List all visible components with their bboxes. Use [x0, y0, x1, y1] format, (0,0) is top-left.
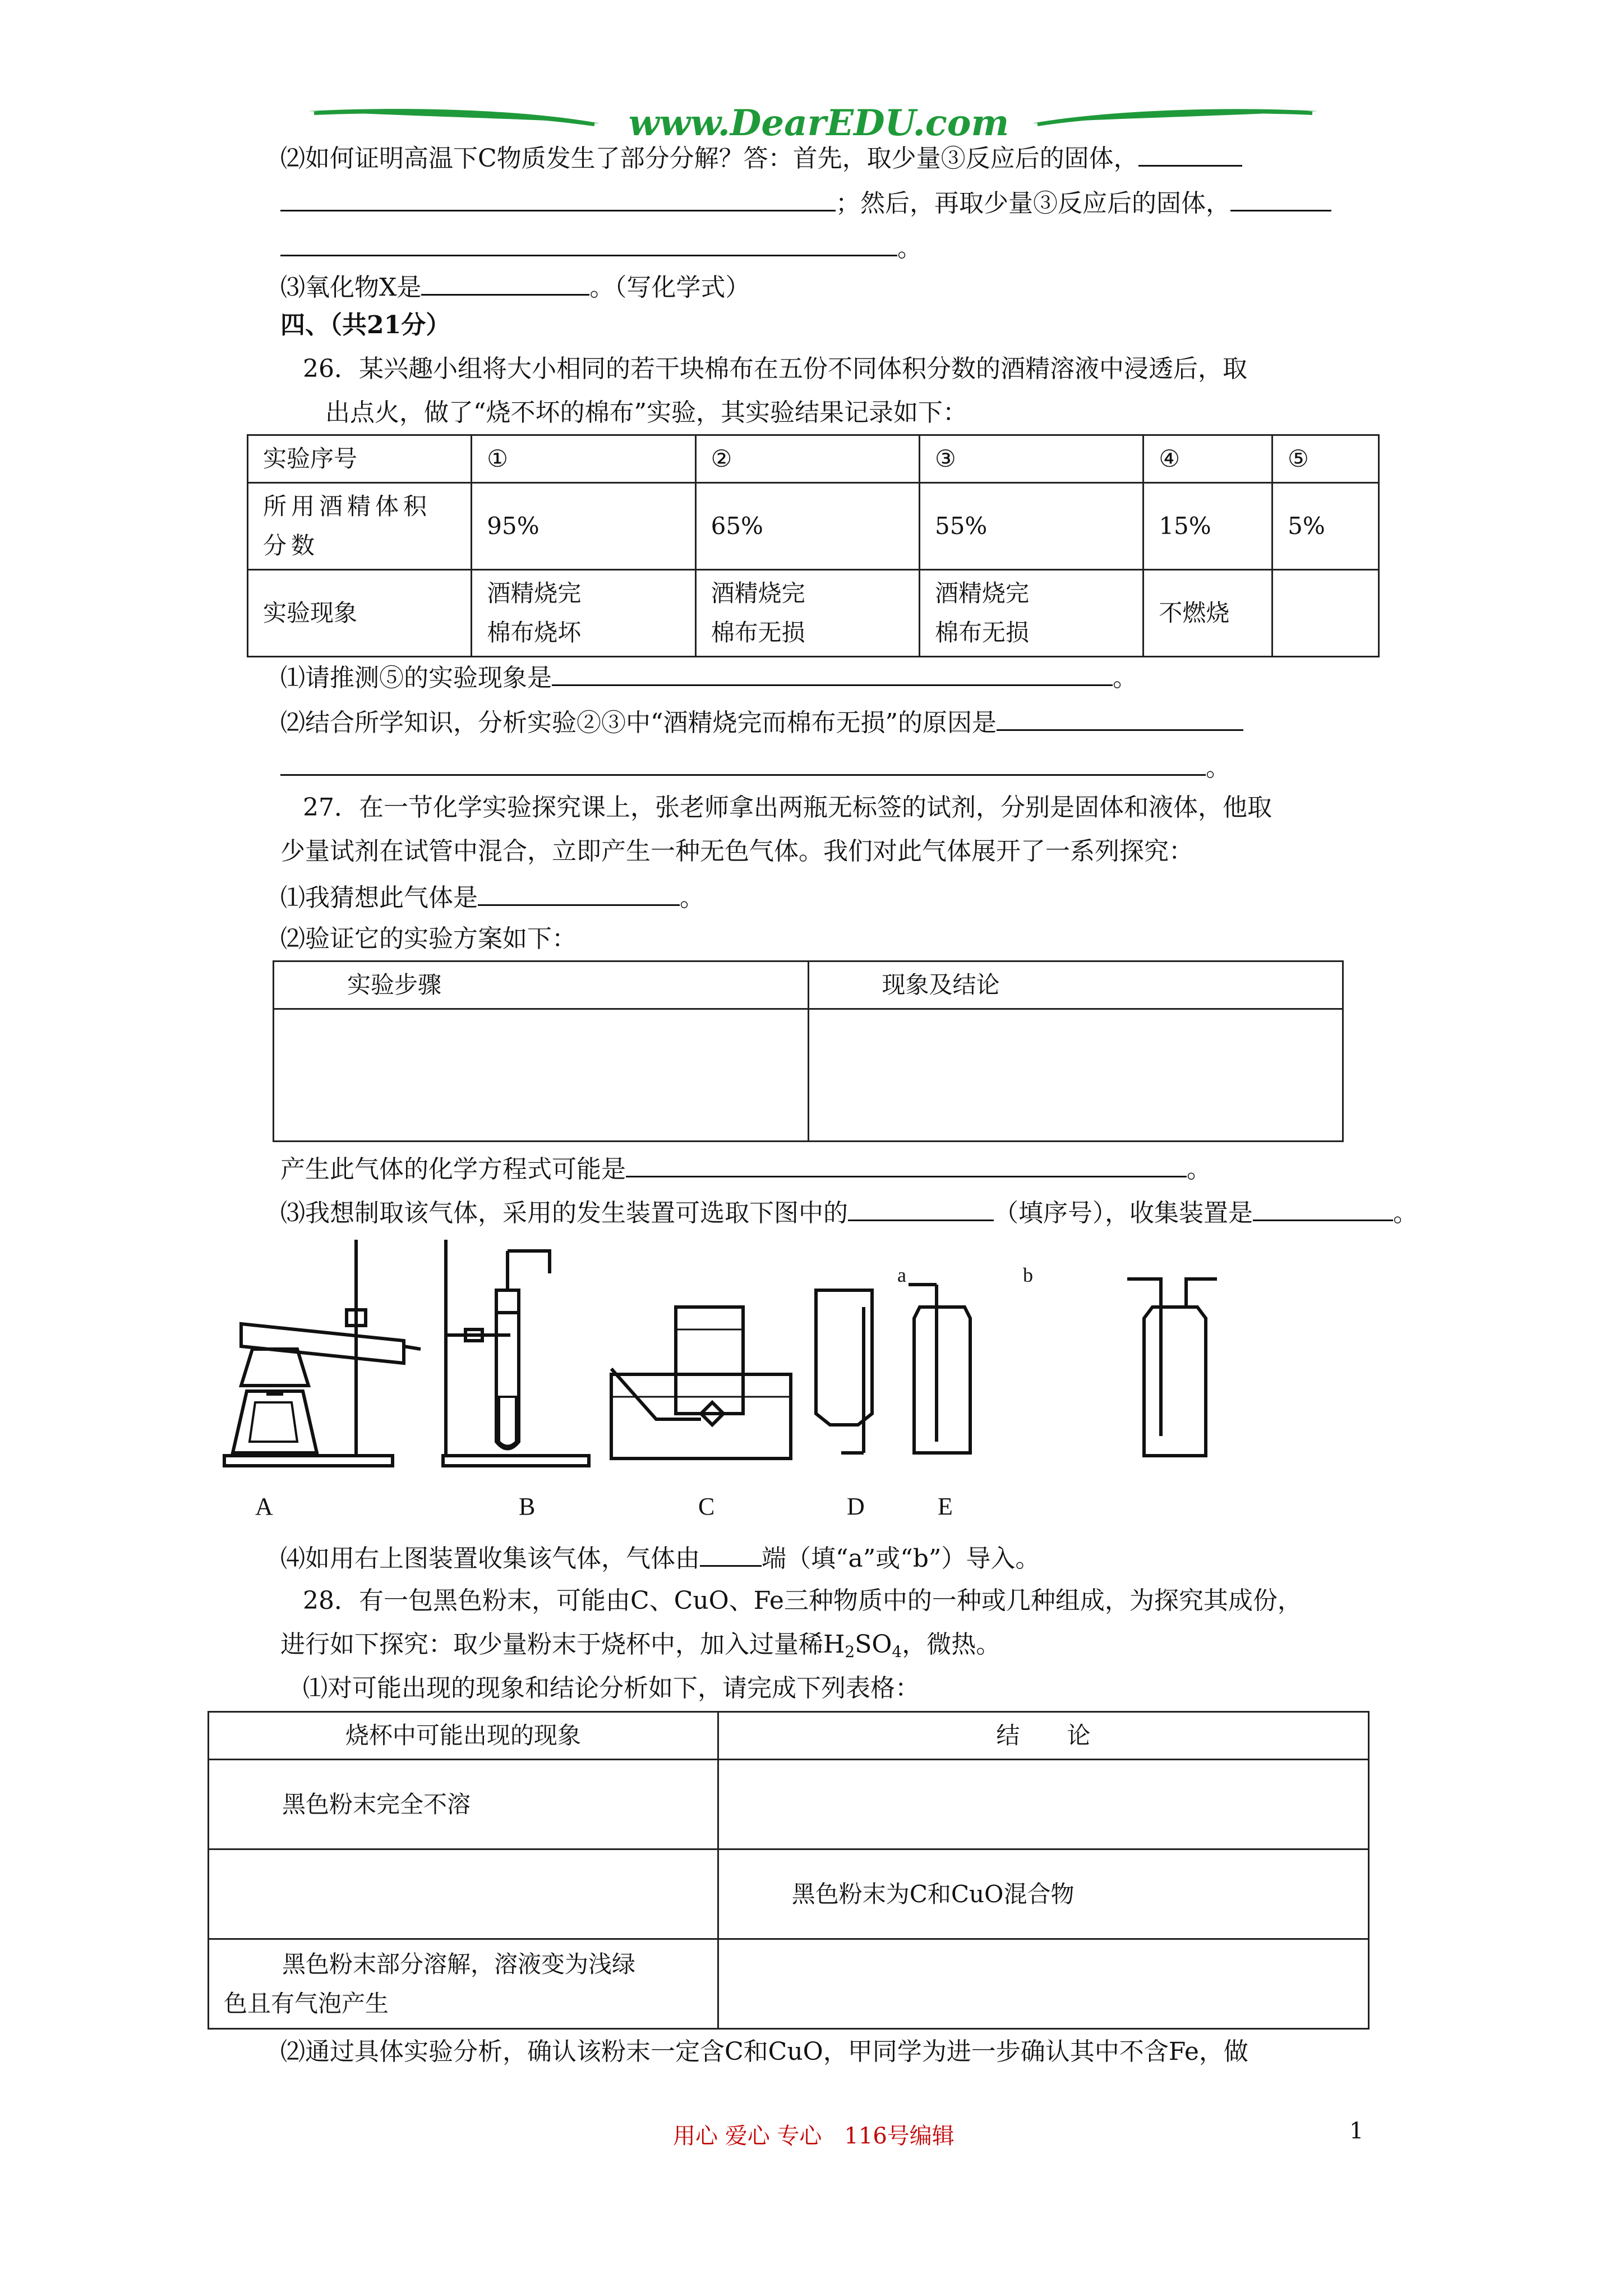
logo-text: www.DearEDU.com: [628, 102, 1009, 144]
table-row: [209, 1760, 1369, 1849]
answer-blank[interactable]: [421, 269, 589, 296]
table-row: [209, 1712, 1369, 1760]
figure-label-c: C: [698, 1493, 715, 1520]
figure-label-e: E: [938, 1493, 953, 1520]
q28-stem-2-text-c: ，微热。: [902, 1630, 1001, 1659]
apparatus-e-icon: [909, 1285, 970, 1453]
table-cell: ①: [472, 435, 695, 483]
q25-part2-text-a: ⑵如何证明高温下C物质发生了部分分解？答：首先，取少量③反应后的固体，: [280, 144, 1138, 173]
answer-cell[interactable]: [718, 1760, 1368, 1849]
q27-part4: [280, 1540, 1040, 1575]
q26-part1-text: ⑴请推测⑤的实验现象是: [280, 664, 552, 692]
q26-stem-1: 26．某兴趣小组将大小相同的若干块棉布在五份不同体积分数的酒精溶液中浸透后，取: [303, 355, 1247, 383]
table-cell: 黑色粉末完全不溶: [209, 1760, 718, 1849]
apparatus-figure: [219, 1234, 1340, 1492]
column-header: 现象及结论: [808, 961, 1343, 1009]
table-row: [248, 435, 1379, 483]
q26-part2-line2: [280, 749, 1230, 784]
punct: 。: [897, 234, 922, 263]
q27-part1: [280, 880, 704, 914]
column-header: 结 论: [718, 1712, 1368, 1760]
q27-part3: [280, 1195, 1418, 1229]
table-cell: ②: [695, 435, 919, 483]
q27-equation: [280, 1151, 1211, 1185]
cell-line: 酒精烧完: [711, 579, 805, 607]
table-cell: [209, 1939, 718, 2029]
q25-part2-line3: [280, 230, 922, 264]
q27-part3-text-b: （填序号），收集装置是: [994, 1199, 1253, 1227]
subscript: 2: [845, 1642, 855, 1661]
cell-line: 棉布无损: [934, 619, 1029, 646]
q27-part4-text-b: 端（填“a”或“b”）导入。: [762, 1544, 1040, 1573]
q25-part2-line1: [280, 140, 1242, 174]
table-cell: 15%: [1144, 483, 1272, 570]
apparatus-c-icon: [611, 1307, 791, 1458]
answer-cell[interactable]: [209, 1849, 718, 1939]
q28-analysis-table: [208, 1711, 1370, 2030]
answer-cell[interactable]: [1272, 570, 1379, 657]
apparatus-d-icon: [816, 1290, 872, 1453]
answer-blank[interactable]: [848, 1195, 994, 1221]
q25-part2-line2: [280, 185, 1331, 219]
gas-bottle-icon: [1127, 1279, 1217, 1456]
row-header: 实验现象: [248, 570, 472, 657]
q27-equation-text: 产生此气体的化学方程式可能是: [280, 1155, 626, 1184]
table-cell: [919, 570, 1143, 657]
q26-part1: [280, 660, 1137, 694]
q28-stem-2-text-a: 进行如下探究：取少量粉末于烧杯中，加入过量稀H: [280, 1630, 845, 1659]
answer-blank[interactable]: [478, 880, 680, 906]
q25-part2-text-b: ；然后，再取少量③反应后的固体，: [836, 189, 1230, 218]
q27-part4-text-a: ⑷如用右上图装置收集该气体，气体由: [280, 1544, 700, 1573]
answer-cell[interactable]: [808, 1009, 1343, 1142]
table-row: [274, 1009, 1343, 1142]
punct: 。: [1113, 664, 1137, 692]
table-cell: 不燃烧: [1144, 570, 1272, 657]
q27-part2: ⑵验证它的实验方案如下：: [280, 924, 577, 953]
q25-part3-text: ⑶氧化物X是: [280, 273, 422, 302]
q28-part2: ⑵通过具体实验分析，确认该粉末一定含C和CuO，甲同学为进一步确认其中不含Fe，做: [280, 2037, 1248, 2066]
cell-line: 色且有气泡产生: [224, 1989, 389, 2017]
port-label-a: a: [897, 1264, 906, 1286]
q28-stem-2: [280, 1629, 1000, 1668]
table-cell: 5%: [1272, 483, 1379, 570]
table-row: [274, 961, 1343, 1009]
row-header: 所用酒精体积分数: [248, 483, 472, 570]
cell-line: 酒精烧完: [934, 579, 1029, 607]
answer-cell[interactable]: [718, 1939, 1368, 2029]
answer-blank[interactable]: [626, 1151, 1187, 1177]
answer-blank[interactable]: [997, 705, 1243, 731]
table-cell: 65%: [695, 483, 919, 570]
answer-blank[interactable]: [552, 660, 1113, 686]
q27-part3-text-a: ⑶我想制取该气体，采用的发生装置可选取下图中的: [280, 1199, 848, 1227]
apparatus-b-icon: [443, 1240, 589, 1466]
page-number: 1: [1349, 2118, 1364, 2144]
figure-label-a: A: [255, 1493, 273, 1520]
figure-label-d: D: [847, 1493, 865, 1520]
q26-part2-text: ⑵结合所学知识，分析实验②③中“酒精烧完而棉布无损”的原因是: [280, 708, 997, 737]
punct: 。: [1393, 1199, 1418, 1227]
answer-blank[interactable]: [700, 1540, 762, 1567]
footer-text: 用心 爱心 专心 116号编辑: [673, 2123, 955, 2149]
figure-label-b: B: [519, 1493, 536, 1520]
answer-blank[interactable]: [280, 230, 897, 256]
cell-line: 酒精烧完: [487, 579, 582, 607]
site-logo-banner: [308, 100, 1318, 145]
q27-stem-2: 少量试剂在试管中混合，立即产生一种无色气体。我们对此气体展开了一系列探究：: [280, 837, 1193, 866]
section-title: 四、（共21分）: [280, 311, 451, 339]
table-cell: 55%: [919, 483, 1143, 570]
q26-part2: [280, 705, 1243, 739]
port-label-b: b: [1023, 1264, 1033, 1286]
q28-stem-1: 28．有一包黑色粉末，可能由C、CuO、Fe三种物质中的一种或几种组成，为探究其成份，: [303, 1586, 1302, 1615]
cell-line: 黑色粉末部分溶解，溶液变为浅绿: [282, 1950, 636, 1978]
table-row: [209, 1939, 1369, 2029]
q27-part1-text: ⑴我猜想此气体是: [280, 884, 478, 912]
row-header: 实验序号: [248, 435, 472, 483]
punct: 。: [680, 884, 704, 912]
punct: 。: [1206, 753, 1230, 782]
table-cell: ④: [1144, 435, 1272, 483]
table-row: [248, 483, 1379, 570]
punct: 。: [1187, 1155, 1211, 1184]
table-row: [248, 570, 1379, 657]
cell-line: 棉布无损: [711, 619, 805, 646]
q26-results-table: [247, 434, 1380, 657]
table-cell: ⑤: [1272, 435, 1379, 483]
q26-stem-2: 出点火，做了“烧不坏的棉布”实验，其实验结果记录如下：: [325, 398, 967, 427]
q27-plan-table: [273, 960, 1344, 1142]
q28-part1: ⑴对可能出现的现象和结论分析如下，请完成下列表格：: [303, 1674, 920, 1703]
cell-line: 棉布烧坏: [487, 619, 582, 646]
column-header: 实验步骤: [274, 961, 809, 1009]
answer-blank[interactable]: [1230, 185, 1331, 211]
column-header: 烧杯中可能出现的现象: [209, 1712, 718, 1760]
subscript: 4: [892, 1642, 902, 1661]
table-cell: ③: [919, 435, 1143, 483]
table-cell: 95%: [472, 483, 695, 570]
answer-blank[interactable]: [1253, 1195, 1393, 1221]
table-cell: [695, 570, 919, 657]
q28-stem-2-text-b: SO: [855, 1630, 892, 1659]
table-row: [209, 1849, 1369, 1939]
apparatus-a-icon: [224, 1240, 421, 1466]
answer-blank[interactable]: [280, 185, 836, 211]
table-cell: [472, 570, 695, 657]
answer-blank[interactable]: [1138, 140, 1242, 167]
q27-stem-1: 27．在一节化学实验探究课上，张老师拿出两瓶无标签的试剂，分别是固体和液体，他取: [303, 793, 1272, 822]
q25-part3-end: 。（写化学式）: [589, 273, 750, 302]
answer-blank[interactable]: [280, 749, 1206, 776]
table-cell: 黑色粉末为C和CuO混合物: [718, 1849, 1368, 1939]
q25-part3: [280, 269, 750, 303]
answer-cell[interactable]: [274, 1009, 809, 1142]
